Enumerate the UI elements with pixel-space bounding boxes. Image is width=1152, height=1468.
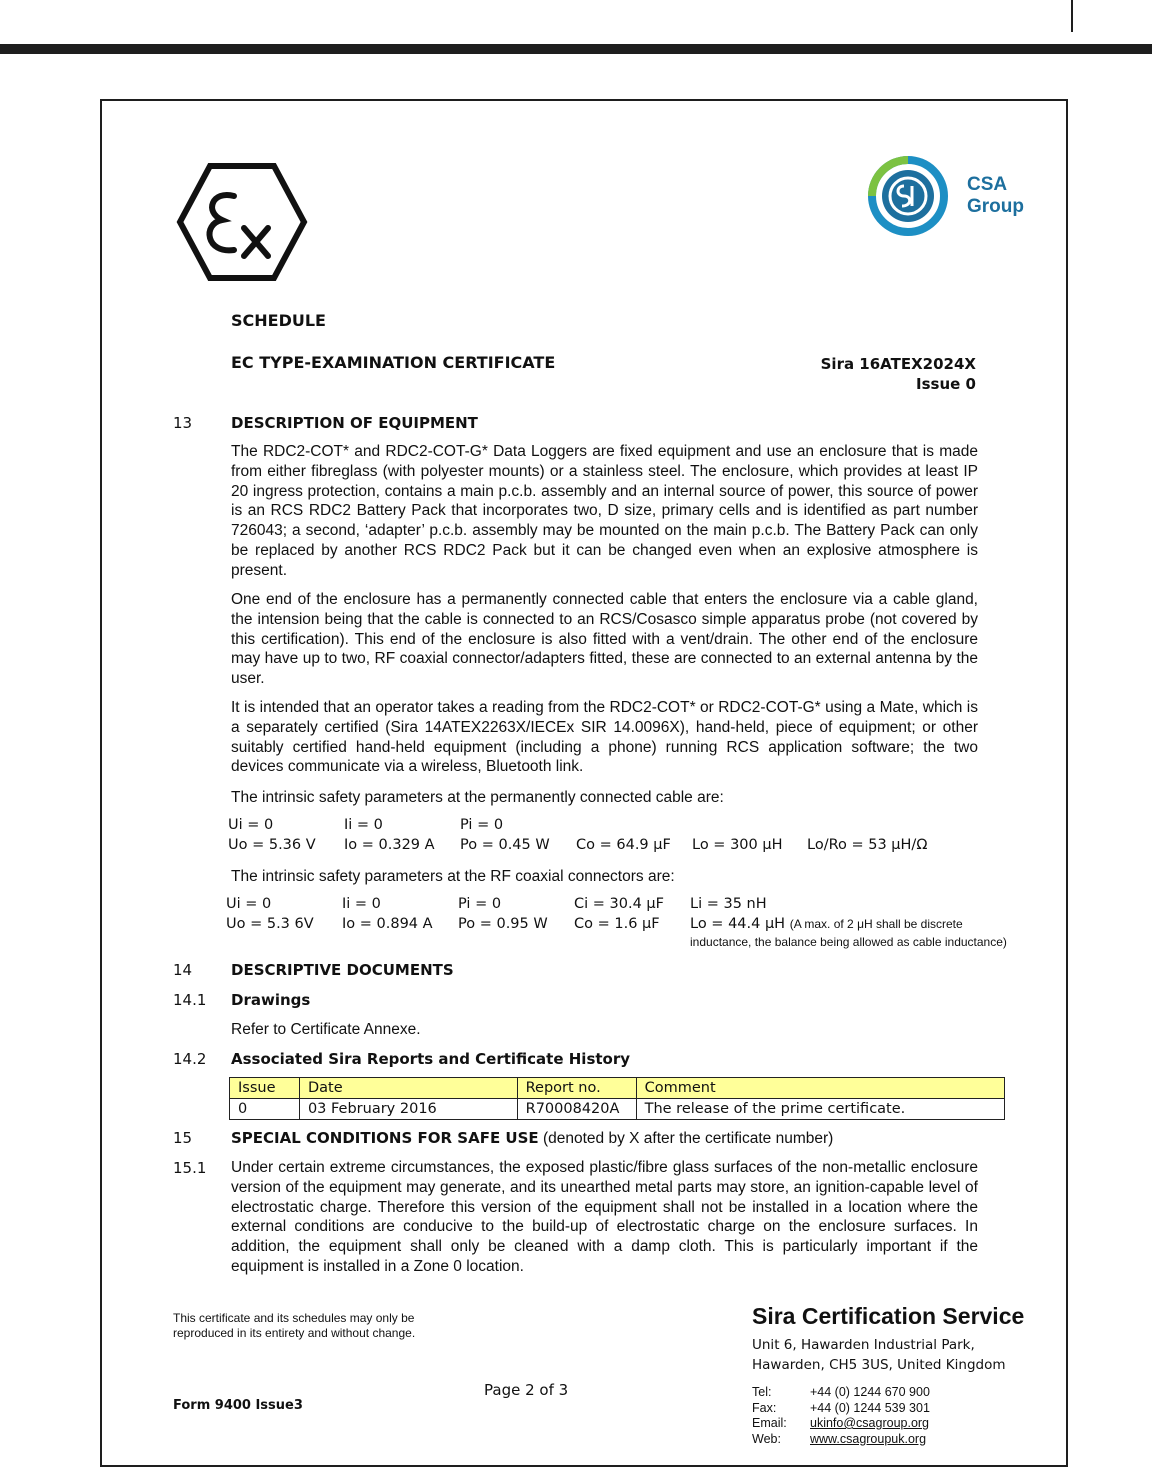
section-15-1-number: 15.1 [173,1159,207,1177]
tel-value: +44 (0) 1244 670 900 [810,1385,930,1399]
cable-po: Po = 0.45 W [460,837,550,853]
address-line-1: Unit 6, Hawarden Industrial Park, [752,1337,975,1353]
section-13-paragraph-3: It is intended that an operator takes a reading from the RDC2-COT* or RDC2-COT-G* using a Mate, which is a separately certified (Sira 14ATEX2263X/IECEx SIR 14.0096X), hand-held, piece of equipment; or other suitably certified hand-held equipment (including a phone) running RCS application software; the two devices communicate via a wireless, Bluetooth link. [231,699,978,776]
header-tick-mark [1071,0,1073,32]
section-13-paragraph-1: The RDC2-COT* and RDC2-COT-G* Data Loggers are fixed equipment and use an enclosure that is made from either fibreglass (with polyester mounts) or a stainless steel. The enclosure, which provides at least IP 20 ingress protection, contains a main p.c.b. assembly and an internal source of power, this source of power is an RCS RDC2 Battery Pack that incorporates two, D size, primary cells and is identified as part number 726043; a second, ‘adapter’ p.c.b. assembly may be mounted on the main p.c.b. The Battery Pack can only be replaced by another RCS RDC2 Pack but it can be changed even when an explosive atmosphere is present. [231,443,978,579]
issuer-contact [752,1385,930,1447]
csa-word: CSA [967,174,1008,195]
certificate-reference [821,354,976,394]
column-header-date: Date [299,1078,517,1099]
csa-group-logo-icon [868,156,948,236]
rf-co: Co = 1.6 μF [574,916,660,932]
form-number: Form 9400 Issue3 [173,1398,303,1413]
rf-lo-note-2: inductance, the balance being allowed as cable inductance) [690,935,1007,949]
group-word: Group [967,196,1024,217]
ex-atex-logo-icon [176,162,308,282]
rf-parameters-intro: The intrinsic safety parameters at the RF coaxial connectors are: [231,868,675,885]
cable-ii: Ii = 0 [344,817,383,833]
email-link[interactable]: ukinfo@csagroup.org [810,1416,930,1430]
section-15-title-suffix: (denoted by X after the certificate number) [538,1130,834,1147]
web-label: Web: [752,1431,781,1446]
cable-ui: Ui = 0 [228,817,274,833]
rf-lo-value: Lo = 44.4 μH [690,916,786,932]
fax-label: Fax: [752,1400,777,1415]
rf-uo: Uo = 5.3 6V [226,916,314,932]
cell-comment: The release of the prime certificate. [636,1099,1004,1120]
issue-number: Issue 0 [916,375,976,393]
fax-value: +44 (0) 1244 539 301 [810,1400,930,1415]
table-row [230,1099,1005,1120]
rf-li: Li = 35 nH [690,896,767,912]
email-label: Email: [752,1416,787,1430]
section-14-1-text: Refer to Certificate Annexe. [231,1021,421,1038]
column-header-report-no: Report no. [517,1078,636,1099]
page-number: Page 2 of 3 [484,1381,569,1399]
rf-ui: Ui = 0 [226,896,272,912]
csa-group-wordmark [967,174,1024,218]
cable-pi: Pi = 0 [460,817,504,833]
rf-pi: Pi = 0 [458,896,502,912]
cable-lo-ro: Lo/Ro = 53 μH/Ω [807,837,928,853]
reproduction-notice-line-2: reproduced in its entirety and without change. [173,1326,416,1340]
cable-parameters-intro: The intrinsic safety parameters at the permanently connected cable are: [231,789,724,806]
section-14-number: 14 [173,961,193,979]
contact-email-row [752,1416,930,1432]
reproduction-notice [173,1311,415,1341]
section-15-number: 15 [173,1129,193,1147]
certificate-history-table [229,1077,1005,1120]
section-14-2-title: Associated Sira Reports and Certificate History [231,1050,631,1068]
rf-ci: Ci = 30.4 μF [574,896,664,912]
section-14-1-number: 14.1 [173,991,207,1009]
reproduction-notice-line-1: This certificate and its schedules may only be [173,1311,415,1325]
cable-lo: Lo = 300 μH [692,837,783,853]
section-14-title: DESCRIPTIVE DOCUMENTS [231,961,454,979]
issuer-name: Sira Certification Service [752,1303,1025,1329]
rf-io: Io = 0.894 A [342,916,433,932]
contact-fax-row [752,1401,930,1417]
table-header-row [230,1078,1005,1099]
cable-uo: Uo = 5.36 V [228,837,316,853]
issuer-address [752,1335,1006,1375]
cell-date: 03 February 2016 [299,1099,517,1120]
schedule-heading: SCHEDULE [231,311,326,330]
rf-po: Po = 0.95 W [458,916,548,932]
web-link[interactable]: www.csagroupuk.org [810,1431,927,1446]
section-14-1-title: Drawings [231,991,311,1009]
column-header-issue: Issue [230,1078,300,1099]
section-13-title: DESCRIPTION OF EQUIPMENT [231,414,478,432]
rf-lo [690,916,963,932]
cable-io: Io = 0.329 A [344,837,435,853]
column-header-comment: Comment [636,1078,1004,1099]
section-13-paragraph-2: One end of the enclosure has a permanently connected cable that enters the enclosure via a cable gland, the intension being that the cable is connected to an RCS/Cosasco simple apparatus probe (not covered by this certification). This end of the enclosure is also fitted with a vent/drain. The other end of the enclosure may have up to two, RF coaxial connector/adapters fitted, these are connected to an external antenna by the user. [231,591,978,688]
certificate-title: EC TYPE-EXAMINATION CERTIFICATE [231,353,556,372]
tel-label: Tel: [752,1385,772,1399]
certificate-number: Sira 16ATEX2024X [820,355,976,373]
cell-report-no: R70008420A [517,1099,636,1120]
header-rule [0,44,1152,54]
contact-web-row [752,1432,930,1448]
contact-tel-row [752,1385,930,1401]
rf-lo-note-1: (A max. of 2 μH shall be discrete [789,917,963,931]
cell-issue: 0 [230,1099,300,1120]
section-15-title: SPECIAL CONDITIONS FOR SAFE USE [231,1129,539,1147]
rf-ii: Ii = 0 [342,896,381,912]
address-line-2: Hawarden, CH5 3US, United Kingdom [752,1357,1006,1373]
section-15-heading [231,1129,833,1148]
section-13-number: 13 [173,414,193,432]
section-15-1-text: Under certain extreme circumstances, the exposed plastic/fibre glass surfaces of the non-metallic enclosure version of the equipment may generate, and its unearthed metal parts may store, an ignition-capable level of electrostatic charge. Therefore this version of the equipment shall not be installed in a location where the external conditions are conducive to the build-up of electrostatic charge on the enclosure surfaces. In addition, the equipment shall only be cleaned with a damp cloth. This is particularly important if the equipment is installed in a Zone 0 location. [231,1159,978,1275]
cable-co: Co = 64.9 μF [576,837,671,853]
section-14-2-number: 14.2 [173,1050,207,1068]
